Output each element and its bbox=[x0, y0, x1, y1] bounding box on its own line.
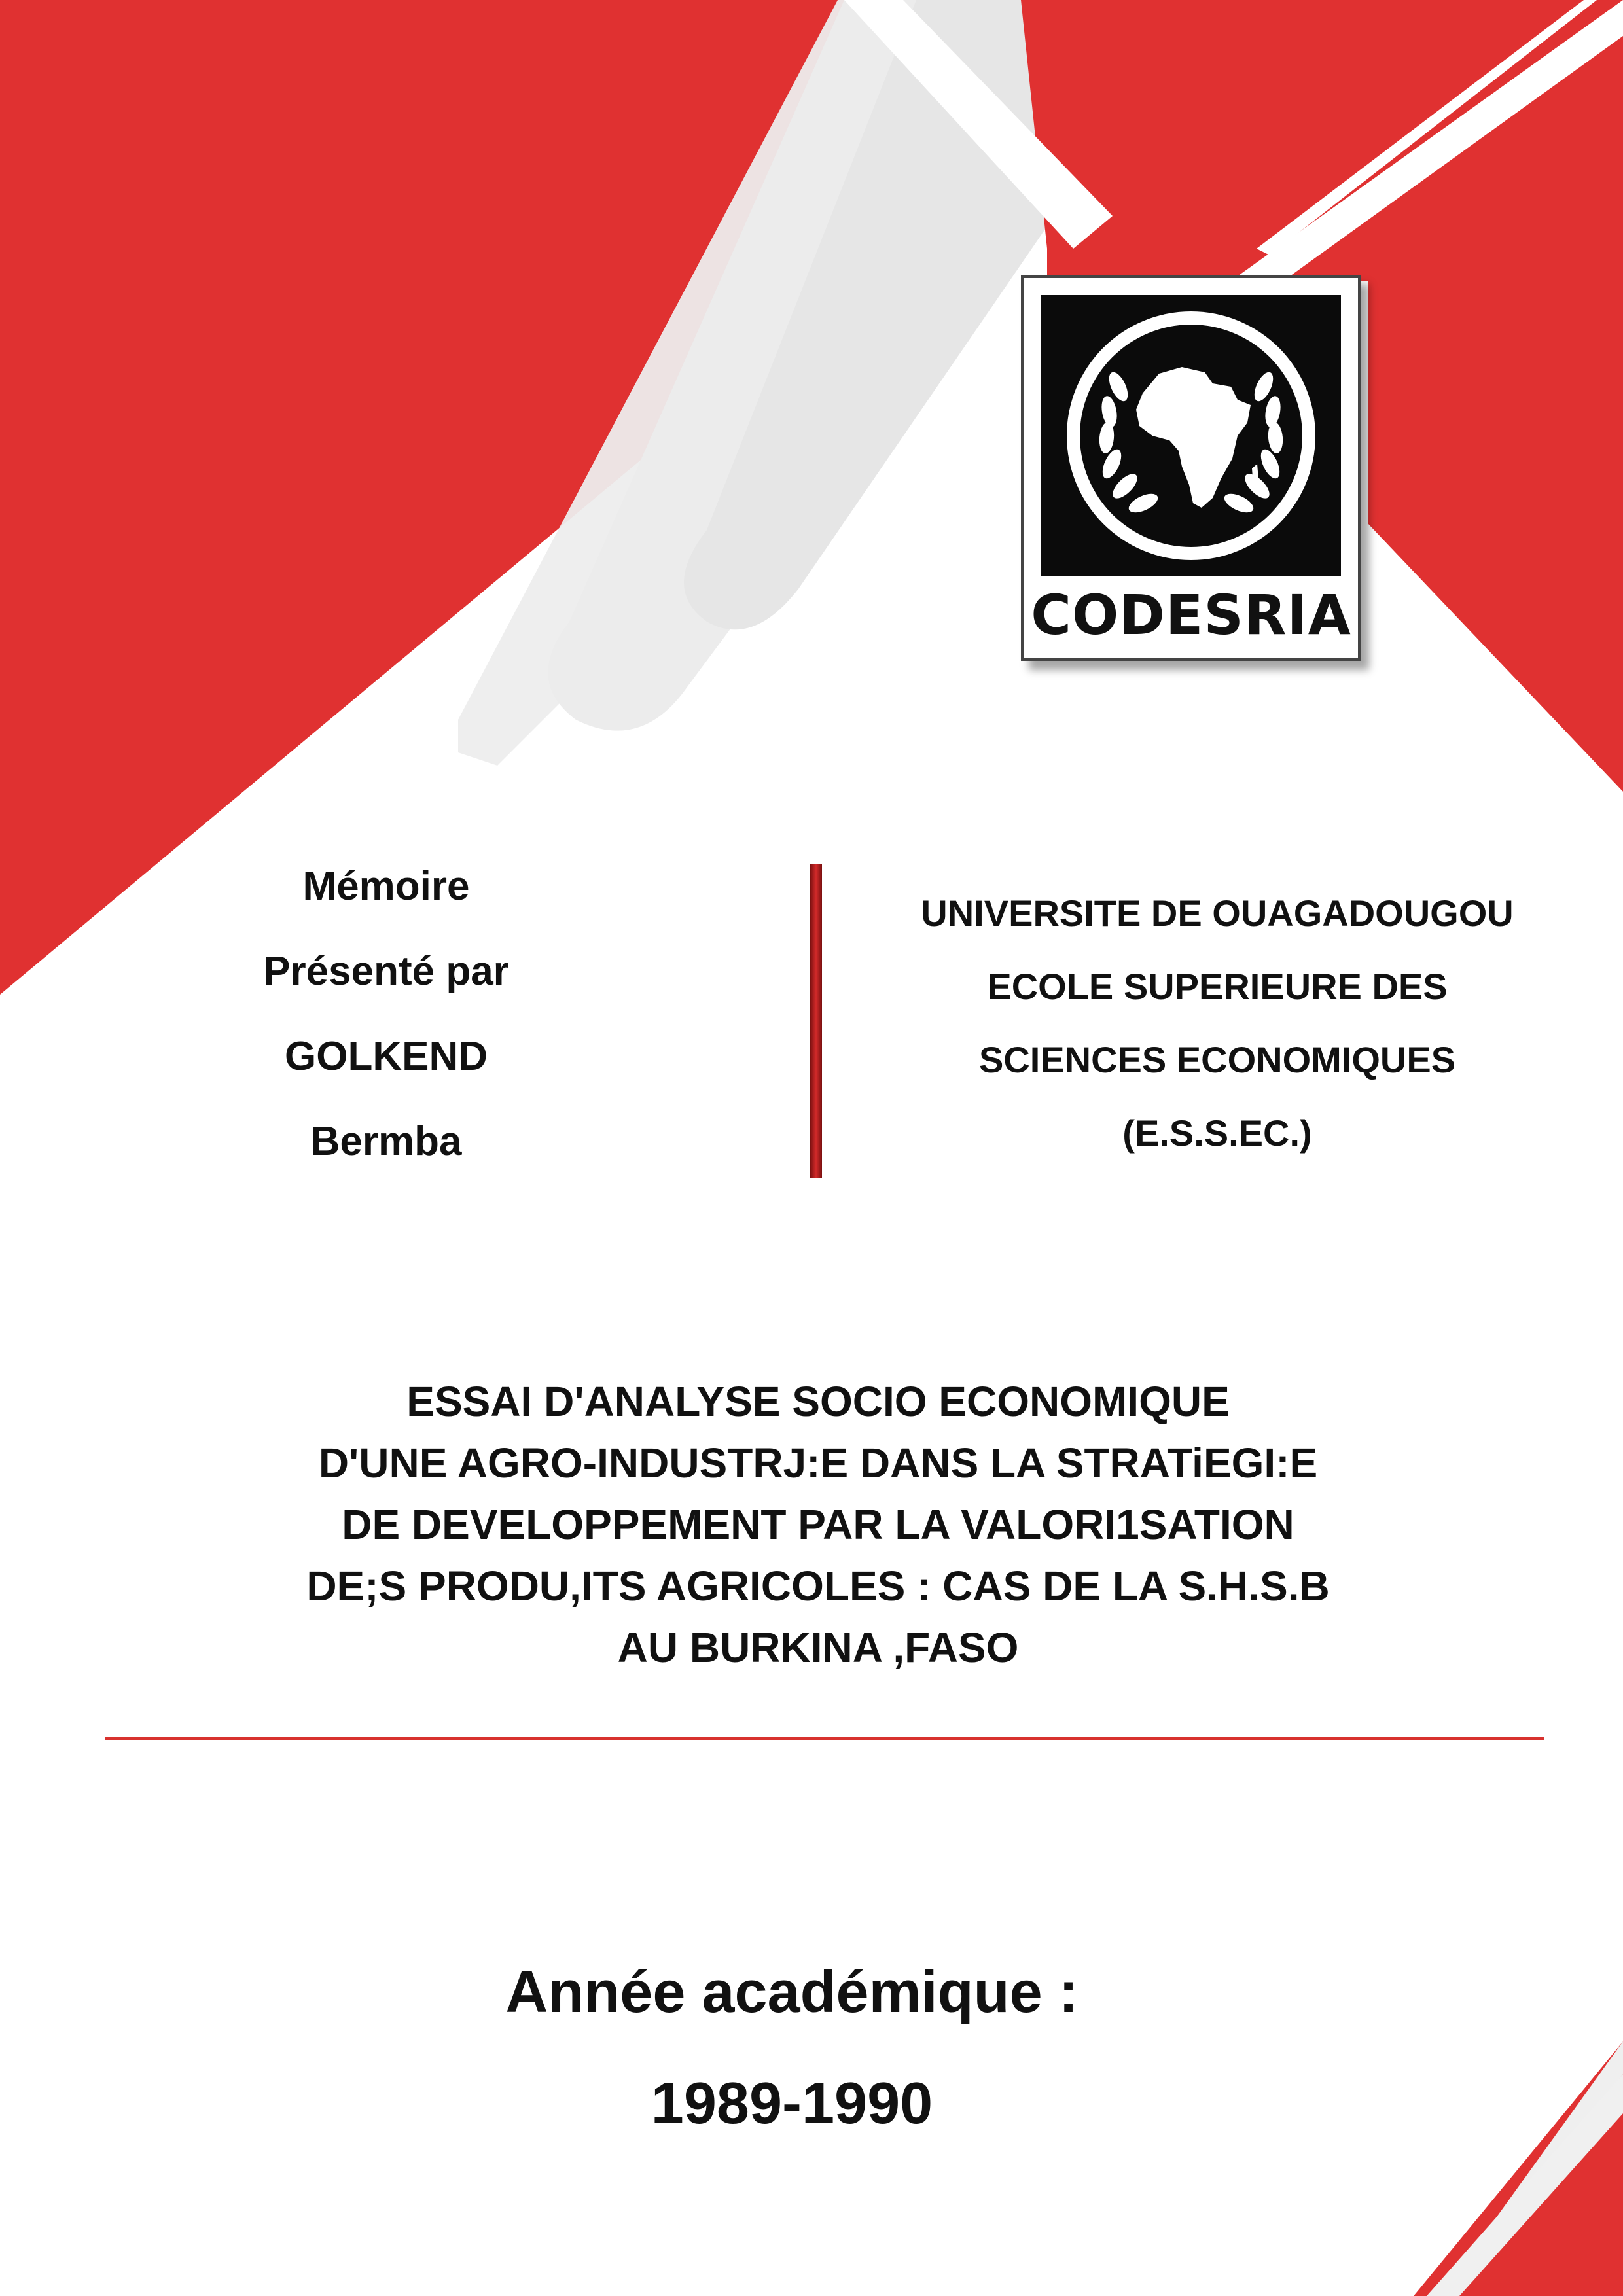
title-line-2: D'UNE AGRO-INDUSTRJ:E DANS LA STRATiEGI:E bbox=[318, 1439, 1318, 1487]
school-acronym: (E.S.S.EC.) bbox=[1122, 1112, 1312, 1154]
institution-block bbox=[857, 877, 1577, 1170]
africa-wreath-emblem-icon bbox=[1041, 295, 1341, 576]
author-last-name: GOLKEND bbox=[285, 1034, 488, 1079]
author-first-name: Bermba bbox=[310, 1119, 462, 1164]
logo-emblem-box bbox=[1041, 295, 1341, 576]
title-line-3: DE DEVELOPPEMENT PAR LA VALORI1SATION bbox=[342, 1501, 1294, 1548]
school-name-line2: SCIENCES ECONOMIQUES bbox=[978, 1039, 1456, 1080]
academic-year-label: Année académique : bbox=[505, 1960, 1079, 2025]
codesria-logo bbox=[1021, 275, 1361, 661]
horizontal-divider bbox=[105, 1737, 1544, 1740]
red-triangle-bottom-right bbox=[1414, 2041, 1623, 2296]
presented-by-label: Présenté par bbox=[263, 949, 509, 994]
title-line-4: DE;S PRODU,ITS AGRICOLES : CAS DE LA S.H.S.B bbox=[306, 1563, 1330, 1610]
university-name: UNIVERSITE DE OUAGADOUGOU bbox=[921, 892, 1514, 934]
title-line-5: AU BURKINA ,FASO bbox=[617, 1624, 1019, 1671]
thesis-title bbox=[131, 1371, 1505, 1678]
academic-year-block bbox=[353, 1937, 1230, 2159]
logo-wordmark: CODESRIA bbox=[1031, 583, 1351, 647]
academic-year-value: 1989-1990 bbox=[651, 2071, 933, 2136]
title-line-1: ESSAI D'ANALYSE SOCIO ECONOMIQUE bbox=[406, 1378, 1230, 1425]
document-type: Mémoire bbox=[302, 864, 470, 909]
vertical-divider bbox=[810, 864, 822, 1178]
school-name-line1: ECOLE SUPERIEURE DES bbox=[987, 966, 1448, 1007]
author-block bbox=[170, 844, 602, 1184]
